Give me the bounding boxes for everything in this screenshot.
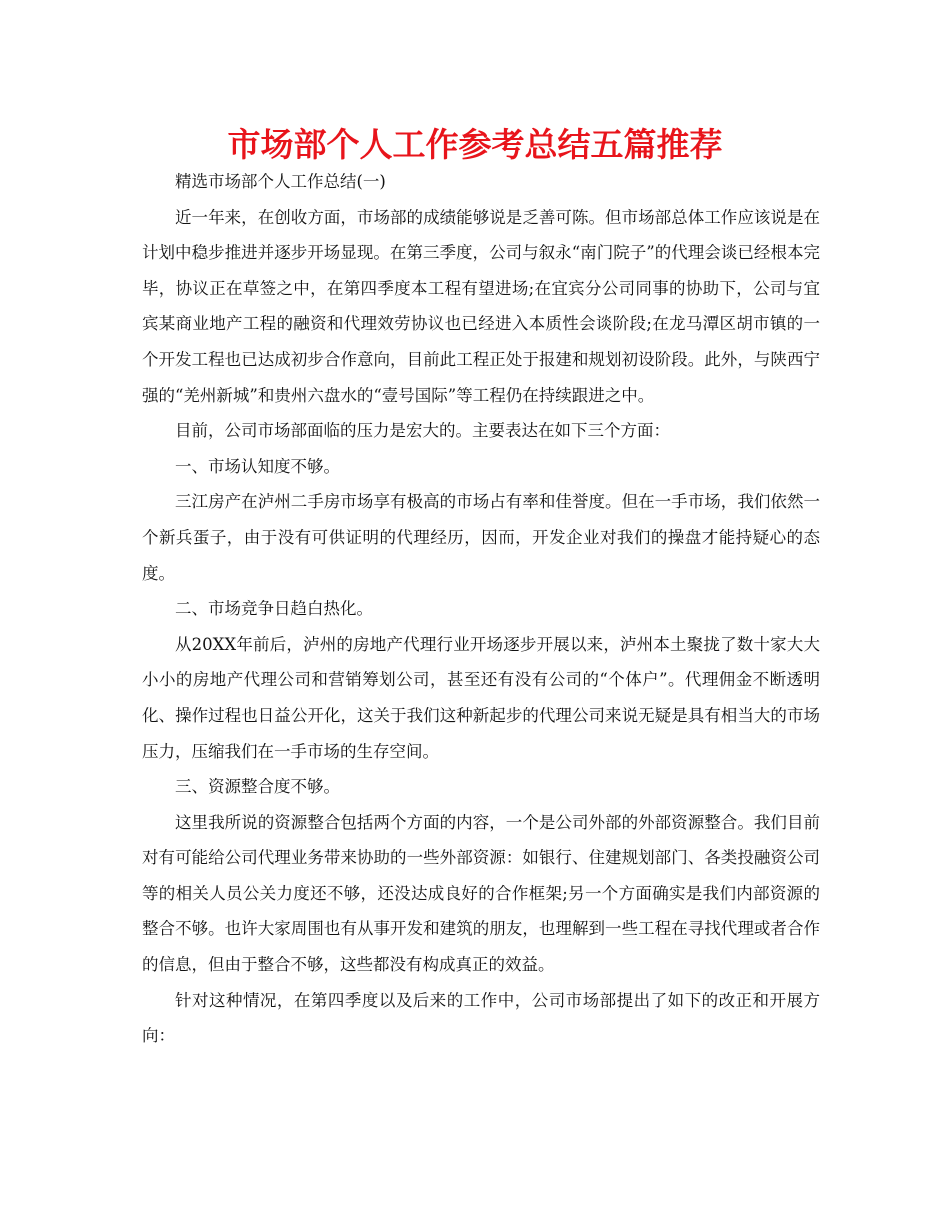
paragraph: 近一年来，在创收方面，市场部的成绩能够说是乏善可陈。但市场部总体工作应该说是在计划中稳步推进并逐步开场显现。在第三季度，公司与叙永“南门院子”的代理会谈已经根本完毕，协议正在草签之中，在第四季度本工程有望进场;在宜宾分公司同事的协助下，公司与宜宾某商业地产工程的融资和代理效劳协议也已经进入本质性会谈阶段;在龙马潭区胡市镇的一个开发工程也已达成初步合作意向，目前此工程正处于报建和规划初设阶段。此外，与陕西宁强的“羌州新城”和贵州六盘水的“壹号国际”等工程仍在持续跟进之中。: [142, 207, 820, 405]
document-title: 市场部个人工作参考总结五篇推荐: [227, 125, 723, 164]
section-heading: 三、资源整合度不够。: [175, 777, 340, 797]
section-heading: 二、市场竞争日趋白热化。: [175, 599, 373, 619]
paragraph: 这里我所说的资源整合包括两个方面的内容，一个是公司外部的外部资源整合。我们目前对有可能给公司代理业务带来协助的一些外部资源：如银行、住建规划部门、各类投融资公司等的相关人员公关力度还不够，还没达成良好的合作框架;另一个方面确实是我们内部资源的整合不够。也许大家周围也有从事开发和建筑的朋友，也理解到一些工程在寻找代理或者合作的信息，但由于整合不够，这些都没有构成真正的效益。: [142, 812, 820, 975]
paragraph: 三江房产在泸州二手房市场享有极高的市场占有率和佳誉度。但在一手市场，我们依然一个新兵蛋子，由于没有可供证明的代理经历，因而，开发企业对我们的操盘才能持疑心的态度。: [142, 492, 820, 583]
document-body: [142, 164, 820, 1054]
paragraph: 从20XX年前后，泸州的房地产代理行业开场逐步开展以来，泸州本土聚拢了数十家大大小小的房地产代理公司和营销筹划公司，甚至还有没有公司的“个体户”。代理佣金不断透明化、操作过程也日益公开化，这关于我们这种新起步的代理公司来说无疑是具有相当大的市场压力，压缩我们在一手市场的生存空间。: [142, 634, 820, 761]
paragraph: 针对这种情况，在第四季度以及后来的工作中，公司市场部提出了如下的改正和开展方向：: [142, 990, 820, 1046]
paragraph-subtitle: 精选市场部个人工作总结(一): [175, 172, 386, 191]
section-heading: 一、市场认知度不够。: [175, 456, 340, 476]
paragraph: 目前，公司市场部面临的压力是宏大的。主要表达在如下三个方面：: [175, 421, 670, 441]
